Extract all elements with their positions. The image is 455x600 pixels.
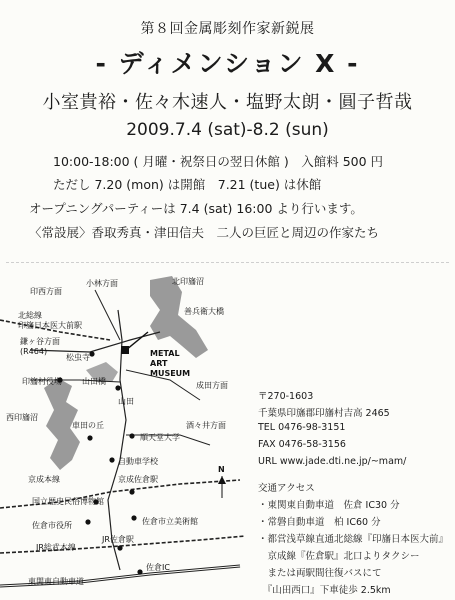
section-divider: [6, 262, 449, 263]
exhibition-title: - ディメンション X -: [95, 49, 360, 78]
map-label-kurumada: 車田の丘: [72, 421, 104, 430]
website-url[interactable]: URL www.jade.dti.ne.jp/~mam/: [258, 456, 407, 467]
map-label-sakura-museum: 佐倉市立美術館: [142, 517, 198, 526]
map-label-bridge: 善兵衛大橋: [184, 307, 224, 316]
access-line: 京成線『佐倉駅』北口よりタクシー: [258, 551, 420, 562]
kurumada-dot: [87, 435, 92, 440]
access-line: ・都営浅草線直通北総線『印旛日本医大前』: [258, 534, 449, 545]
map-label-keisei-line: 京成本線: [28, 475, 60, 484]
jr-sakura-dot: [117, 545, 122, 550]
access-line: または両駅間往復バスにて: [258, 568, 382, 579]
map-label-museum-1: METAL: [150, 349, 180, 358]
access-map: [0, 270, 250, 600]
map-label-nishi-inba: 西印旛沼: [6, 413, 38, 422]
street-address: 千葉県印旛郡印旛村吉高 2465: [258, 408, 390, 419]
map-label-matsumushi: 松虫寺: [66, 353, 90, 362]
keisei-sakura-dot: [129, 489, 134, 494]
map-label-inba-nichii-station: 印旛日本医大前駅: [18, 321, 82, 330]
opening-hours: 10:00-18:00 ( 月曜・祝祭日の翌日休館 ) 入館料 500 円: [53, 154, 384, 169]
map-label-narita-dir: 成田方面: [196, 381, 228, 390]
map-label-kobayashi-dir: 小林方面: [86, 279, 118, 288]
telephone: TEL 0476-98-3151: [258, 422, 346, 433]
map-label-inba-office: 印旛村役場: [22, 377, 62, 386]
map-label-jr-line: JR総武本線: [36, 543, 76, 552]
sakura-museum-dot: [131, 515, 136, 520]
north-arrow-icon: [218, 465, 226, 498]
access-line: ・東関東自動車道 佐倉 IC30 分: [258, 500, 400, 511]
access-line: 『山田西口』下車徒歩 2.5km: [258, 585, 391, 596]
museum-marker: [121, 346, 129, 354]
sakura-ic-dot: [137, 569, 142, 574]
map-label-r464: (R464): [20, 347, 48, 356]
sakura-office-dot: [85, 519, 90, 524]
juntendo-dot: [129, 433, 134, 438]
yamada-dot: [115, 385, 120, 390]
map-label-rekihaku: 国立歴史民俗博物館: [32, 497, 104, 506]
map-label-jidosha: 自動車学校: [118, 457, 158, 466]
north-label: N: [218, 465, 225, 474]
map-label-kamagaya-dir: 鎌ヶ谷方面: [20, 337, 60, 346]
exhibition-subtitle: 第８回金属彫刻作家新鋭展: [140, 21, 315, 37]
road-to-kobayashi: [95, 290, 120, 340]
map-label-yamada-bashi: 山田橋: [82, 377, 106, 386]
artist-names: 小室貴裕・佐々木速人・塩野太朗・圓子哲哉: [42, 92, 413, 113]
map-label-higashi-kanto: 東関東自動車道: [28, 577, 84, 586]
north-inba-lake: [150, 276, 208, 358]
map-label-museum-2: ART: [150, 359, 168, 368]
permanent-exhibition: 〈常設展〉香取秀真・津田信夫 二人の巨匠と周辺の作家たち: [29, 225, 380, 240]
map-label-sakura-office: 佐倉市役所: [32, 521, 72, 530]
postal-code: 〒270-1603: [258, 391, 314, 402]
holiday-exception: ただし 7.20 (mon) は開館 7.21 (tue) は休館: [53, 177, 322, 192]
matsumushi-dot: [89, 351, 94, 356]
map-label-keisei-sakura: 京成佐倉駅: [118, 475, 158, 484]
map-label-shisui-dir: 酒々井方面: [186, 421, 226, 430]
fax: FAX 0476-58-3156: [258, 439, 346, 450]
map-label-sakura-ic: 佐倉IC: [146, 563, 170, 572]
map-label-inba-dir: 印西方面: [30, 287, 62, 296]
jidosha-dot: [109, 457, 114, 462]
access-heading: 交通アクセス: [258, 483, 315, 494]
map-label-kitainba: 北印旛沼: [172, 277, 204, 286]
exhibition-dates: 2009.7.4 (sat)-8.2 (sun): [126, 120, 329, 140]
map-label-jr-sakura: JR佐倉駅: [102, 535, 134, 544]
access-line: ・常磐自動車道 柏 IC60 分: [258, 517, 381, 528]
opening-party: オープニングパーティーは 7.4 (sat) 16:00 より行います。: [29, 201, 363, 216]
museum-pointer: [126, 332, 148, 350]
map-label-museum-3: MUSEUM: [150, 369, 191, 378]
map-label-yamada: 山田: [118, 397, 134, 406]
map-label-hokuso-line: 北総線: [18, 311, 42, 320]
map-label-juntendo: 順天堂大学: [140, 433, 180, 442]
